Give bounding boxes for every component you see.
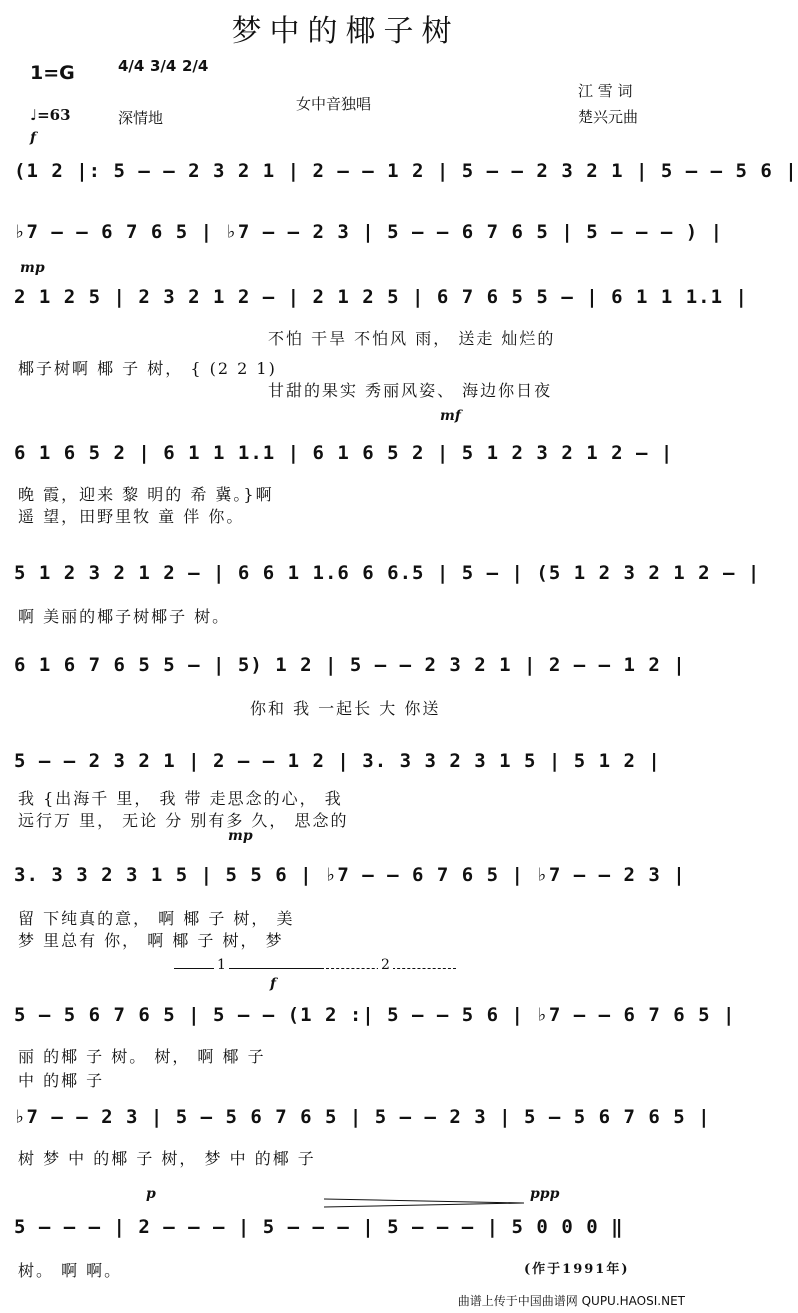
composer-credit: 楚兴元曲 [578, 108, 639, 126]
notation-line: (1 2 |: 5 — — 2 3 2 1 | 2 — — 1 2 | 5 — — 2 3 2 1 | 5 — — 5 6 | [14, 160, 798, 182]
footer-watermark: 曲谱上传于中国曲谱网 QUPU.HAOSI.NET [457, 1294, 685, 1308]
notation-line: 3. 3 3 2 3 1 5 | 5 5 6 | ♭7 — — 6 7 6 5 | ♭7 — — 2 3 | [14, 864, 686, 886]
volta-bracket-2 [326, 957, 456, 973]
decrescendo-icon [324, 1197, 524, 1209]
lyric-line-1: 我 {出海千 里， 我 带 走思念的心， 我 [18, 789, 343, 808]
voice-type: 女中音独唱 [296, 95, 372, 113]
time-signature-1: 4/4 [118, 57, 145, 75]
lyric-line-2: 梦 里总有 你， 啊 椰 子 树， 梦 [18, 931, 284, 950]
lyric-line-1: 树。 啊 啊。 [18, 1261, 123, 1280]
lyric-line-1: 留 下纯真的意， 啊 椰 子 树， 美 [18, 909, 295, 928]
dynamic-marking: mp [228, 828, 253, 844]
expression-marking: 深情地 [118, 109, 164, 127]
lyricist-credit: 江 雪 词 [578, 82, 633, 100]
lyric-line-1: 啊 美丽的椰子树椰子 树。 [18, 607, 231, 626]
dynamic-marking: f [30, 130, 37, 146]
dynamic-marking: mp [20, 260, 45, 276]
song-title: 梦中的椰子树 [231, 14, 460, 49]
time-signature-2: 3/4 [150, 57, 177, 75]
volta-number-1: 1 [214, 957, 229, 973]
notation-line: 5 — 5 6 7 6 5 | 5 — — (1 2 :| 5 — — 5 6 | ♭7 — — 6 7 6 5 | [14, 1004, 736, 1026]
lyric-line-1: 丽 的椰 子 树。 树， 啊 椰 子 [18, 1047, 266, 1066]
dynamic-marking: mf [440, 408, 461, 424]
lyric-line-2: 远行万 里， 无论 分 别有多 久， 思念的 [18, 811, 349, 830]
decrescendo-hairpin [324, 1194, 524, 1206]
time-signature-3: 2/4 [182, 57, 209, 75]
notation-line: ♭7 — — 6 7 6 5 | ♭7 — — 2 3 | 5 — — 6 7 6 5 | 5 — — — ) | [14, 221, 724, 243]
lyric-line-2: 中 的椰 子 [18, 1071, 105, 1090]
lyric-line-2: 遥 望，田野里牧 童 伴 你。 [18, 507, 245, 526]
volta-number-2: 2 [378, 957, 393, 973]
tempo-marking: ♩=63 [30, 106, 71, 124]
notation-line: 5 — — — | 2 — — — | 5 — — — | 5 — — — | 5 0 0 0 ‖ [14, 1216, 624, 1238]
lyric-line-1: 树 梦 中 的椰 子 树， 梦 中 的椰 子 [18, 1149, 316, 1168]
volta-bracket-1 [174, 957, 324, 973]
lyric-line-2: 椰子树啊 椰 子 树， { (2 2 1) [18, 359, 277, 378]
notation-line: 2 1 2 5 | 2 3 2 1 2 — | 2 1 2 5 | 6 7 6 5 5 — | 6 1 1 1.1 | [14, 286, 748, 308]
notation-line: 6 1 6 5 2 | 6 1 1 1.1 | 6 1 6 5 2 | 5 1 2 3 2 1 2 — | [14, 442, 674, 464]
dynamic-marking: f [270, 976, 277, 992]
notation-line: 5 — — 2 3 2 1 | 2 — — 1 2 | 3. 3 3 2 3 1 5 | 5 1 2 | [14, 750, 661, 772]
notation-line: 5 1 2 3 2 1 2 — | 6 6 1 1.6 6 6.5 | 5 — | (5 1 2 3 2 1 2 — | [14, 562, 761, 584]
lyric-line-1: 不怕 干旱 不怕风 雨， 送走 灿烂的 [268, 329, 556, 348]
dynamic-marking-end: ppp [530, 1186, 560, 1202]
notation-line: 6 1 6 7 6 5 5 — | 5) 1 2 | 5 — — 2 3 2 1 | 2 — — 1 2 | [14, 654, 686, 676]
lyric-line-1: 晚 霞，迎来 黎 明的 希 冀。}啊 [18, 485, 274, 504]
lyric-line-3: 甘甜的果实 秀丽风姿、 海边你日夜 [268, 381, 553, 400]
lyric-line-1: 你和 我 一起长 大 你送 [250, 699, 441, 718]
composition-date: (作于1991年) [524, 1262, 630, 1277]
dynamic-marking: p [146, 1186, 156, 1202]
notation-line: ♭7 — — 2 3 | 5 — 5 6 7 6 5 | 5 — — 2 3 | 5 — 5 6 7 6 5 | [14, 1106, 711, 1128]
key-signature: 1=G [30, 62, 75, 84]
time-signatures [118, 57, 209, 75]
